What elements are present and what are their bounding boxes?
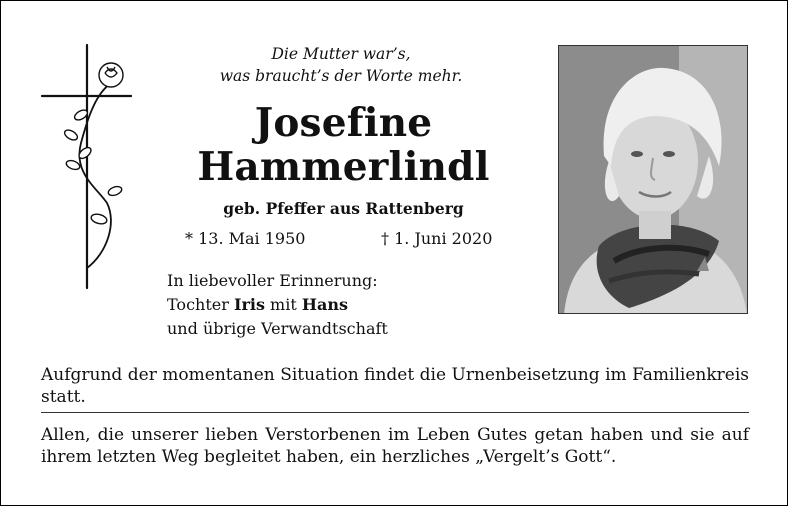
memory-mid: mit: [264, 295, 302, 314]
death-date: † 1. Juni 2020: [381, 229, 493, 248]
birth-name: geb. Pfeffer aus Rattenberg: [223, 199, 464, 218]
portrait-photo: [558, 45, 748, 314]
birth-date: * 13. Mai 1950: [185, 229, 306, 248]
memory-family-line: [167, 293, 388, 317]
memory-section: [167, 269, 388, 341]
partner-name: Hans: [301, 295, 348, 314]
first-name: Josefine: [254, 100, 433, 146]
memory-intro: In liebevoller Erinnerung:: [167, 271, 378, 290]
deceased-name: [181, 101, 506, 189]
thanks-notice: Allen, die unserer lieben Verstorbenen im Leben Gutes getan haben und sie auf ihrem letzten Weg begleitet haben, ein herzliches „Vergelt’s Gott“.: [41, 425, 749, 467]
memory-relatives: und übrige Verwandtschaft: [167, 319, 388, 338]
last-name: Hammerlindl: [197, 144, 490, 190]
daughter-name: Iris: [233, 295, 265, 314]
memory-prefix: Tochter: [167, 295, 234, 314]
cross-with-rose-icon: [37, 43, 137, 293]
quote: [191, 43, 491, 87]
burial-notice: Aufgrund der momentanen Situation findet die Urnenbeisetzung im Familienkreis statt.: [41, 365, 749, 407]
portrait-illustration: [559, 46, 748, 314]
quote-line-1: Die Mutter war’s,: [271, 45, 411, 63]
quote-line-2: was braucht’s der Worte mehr.: [219, 67, 463, 85]
divider: [41, 412, 749, 413]
